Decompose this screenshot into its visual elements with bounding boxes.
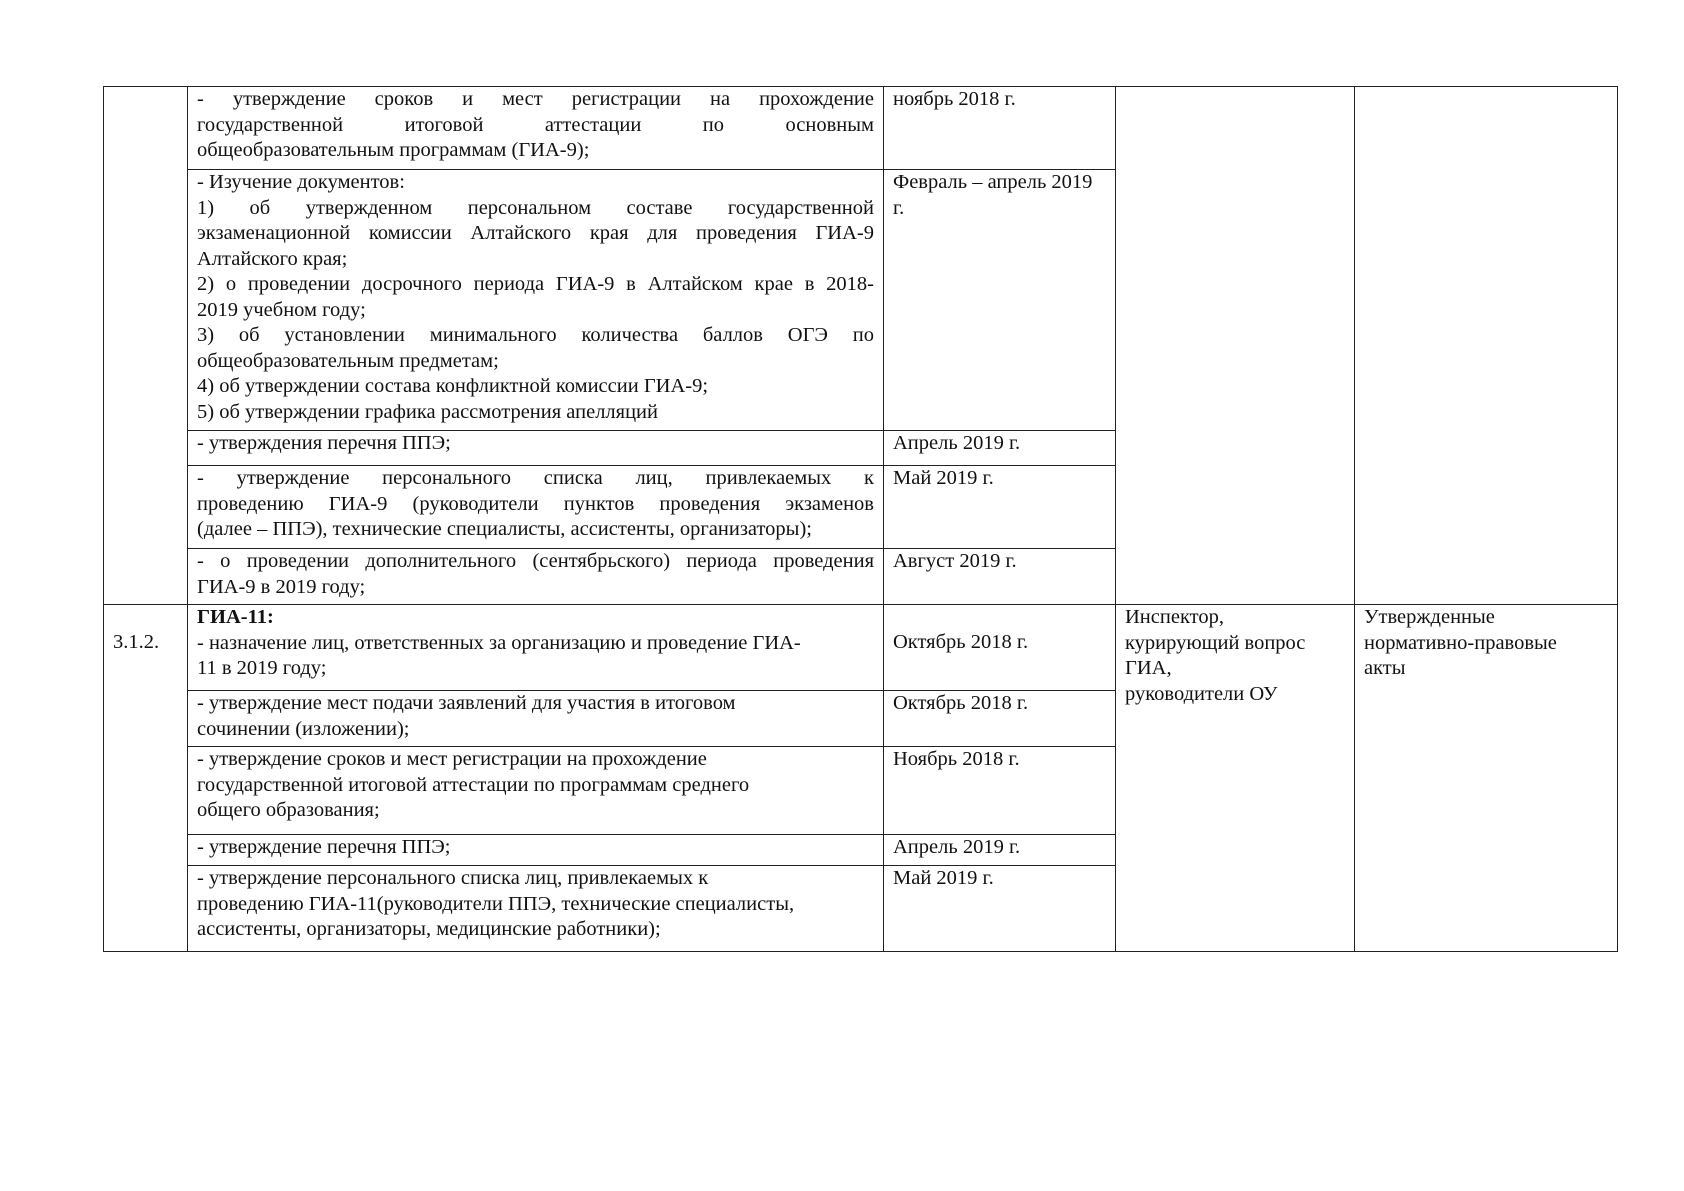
activity-cell xyxy=(188,835,884,866)
activity-line: - назначение лиц, ответственных за организацию и проведение ГИА- xyxy=(197,631,801,654)
result-cell xyxy=(1355,605,1618,952)
activity-line: - утверждение перечня ППЭ; xyxy=(197,836,451,858)
date-cell: Октябрь 2018 г. xyxy=(884,605,1116,691)
date-cell: Май 2019 г. xyxy=(884,866,1116,952)
activity-line: - Изучение документов: xyxy=(197,171,405,193)
activity-line: - утверждение сроков и мест регистрации на прохождение xyxy=(197,748,707,770)
activity-line: Алтайского края; xyxy=(197,247,348,270)
activity-line: - утверждение персонального списка лиц, привлекаемых к xyxy=(197,467,874,489)
activity-cell xyxy=(188,466,884,549)
table-row xyxy=(104,87,1618,170)
item-number: 3.1.2. xyxy=(113,631,160,653)
activity-cell xyxy=(188,431,884,466)
activity-cell xyxy=(188,549,884,605)
activity-line: - утверждение мест подачи заявлений для участия в итоговом xyxy=(197,692,736,714)
date-cell: Февраль – апрель 2019 г. xyxy=(884,170,1116,431)
responsible-line: Инспектор, xyxy=(1125,606,1224,628)
activity-line: 11 в 2019 году; xyxy=(197,657,327,679)
date-cell: Август 2019 г. xyxy=(884,549,1116,605)
responsible-cell-empty xyxy=(1116,87,1355,605)
activity-line: 3) об установлении минимального количества баллов ОГЭ по xyxy=(197,324,874,346)
activity-line: 5) об утверждении графика рассмотрения апелляций xyxy=(197,400,658,423)
responsible-line: курирующий вопрос xyxy=(1125,631,1306,654)
section-heading: ГИА-11: xyxy=(197,606,274,628)
activity-line: проведению ГИА-11(руководители ППЭ, технические специалисты, xyxy=(197,892,795,915)
activity-line: ГИА-9 в 2019 году; xyxy=(197,575,366,598)
responsible-cell xyxy=(1116,605,1355,952)
result-line: Утвержденные xyxy=(1364,606,1495,628)
plan-table xyxy=(103,86,1618,952)
activity-cell xyxy=(188,87,884,170)
date-cell: Ноябрь 2018 г. xyxy=(884,747,1116,835)
activity-cell xyxy=(188,691,884,747)
activity-line: общеобразовательным программам (ГИА-9); xyxy=(197,139,590,161)
activity-line: сочинении (изложении); xyxy=(197,717,410,740)
date-cell: Апрель 2019 г. xyxy=(884,431,1116,466)
result-line: акты xyxy=(1364,657,1406,679)
activity-line: 2019 учебном году; xyxy=(197,298,366,321)
activity-line: общего образования; xyxy=(197,799,380,821)
item-number-cell xyxy=(104,605,188,952)
activity-cell xyxy=(188,605,884,691)
activity-cell xyxy=(188,866,884,952)
activity-line: - утверждение персонального списка лиц, привлекаемых к xyxy=(197,867,709,889)
activity-line: 1) об утвержденном персональном составе государственной xyxy=(197,196,874,219)
activity-line: - утверждение сроков и мест регистрации на прохождение xyxy=(197,88,874,110)
activity-cell xyxy=(188,747,884,835)
activity-line: проведению ГИА-9 (руководители пунктов проведения экзаменов xyxy=(197,492,874,515)
activity-cell xyxy=(188,170,884,431)
activity-line: государственной итоговой аттестации по программам среднего xyxy=(197,773,750,796)
date-cell: Октябрь 2018 г. xyxy=(884,691,1116,747)
activity-line: 4) об утверждении состава конфликтной комиссии ГИА-9; xyxy=(197,375,709,397)
date-cell: Апрель 2019 г. xyxy=(884,835,1116,866)
activity-line: 2) о проведении досрочного периода ГИА-9 в Алтайском крае в 2018- xyxy=(197,273,874,295)
activity-line: - утверждения перечня ППЭ; xyxy=(197,432,451,454)
activity-line: (далее – ППЭ), технические специалисты, ассистенты, организаторы); xyxy=(197,518,812,540)
table-row xyxy=(104,605,1618,691)
date-cell: ноябрь 2018 г. xyxy=(884,87,1116,170)
activity-line: государственной итоговой аттестации по основным xyxy=(197,113,874,136)
date-cell: Май 2019 г. xyxy=(884,466,1116,549)
result-cell-empty xyxy=(1355,87,1618,605)
activity-line: общеобразовательным предметам; xyxy=(197,349,499,372)
activity-line: ассистенты, организаторы, медицинские работники); xyxy=(197,918,661,940)
responsible-line: ГИА, xyxy=(1125,657,1172,679)
responsible-line: руководители ОУ xyxy=(1125,682,1278,705)
number-cell-empty xyxy=(104,87,188,605)
result-line: нормативно-правовые xyxy=(1364,631,1557,654)
activity-line: экзаменационной комиссии Алтайского края для проведения ГИА-9 xyxy=(197,222,874,244)
activity-line: - о проведении дополнительного (сентябрьского) периода проведения xyxy=(197,550,874,572)
